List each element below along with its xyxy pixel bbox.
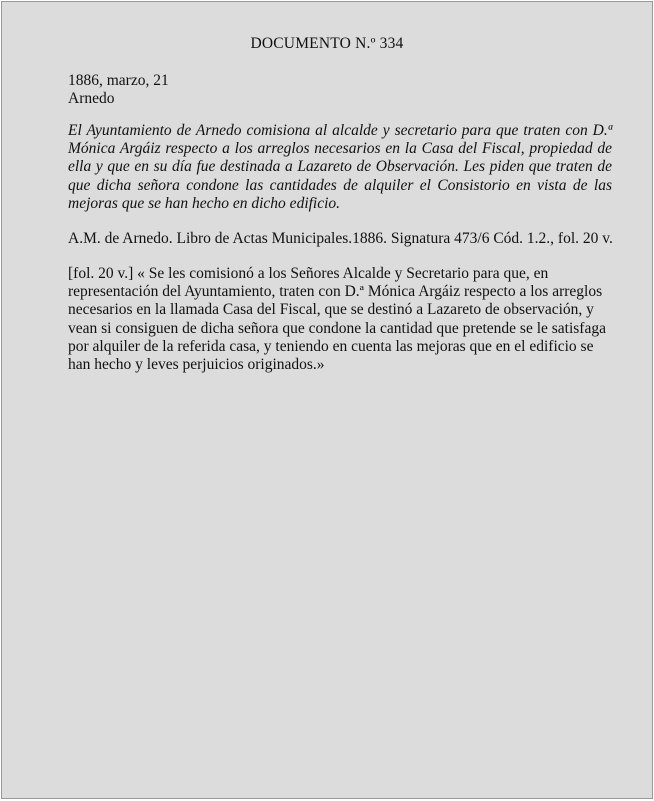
document-page: [1, 1, 653, 799]
transcription-line: necesarios en la llamada Casa del Fiscal, que se destinó a Lazareto de observación, y: [68, 301, 594, 319]
document-date: 1886, marzo, 21: [68, 72, 169, 89]
document-place: Arnedo: [68, 90, 115, 107]
document-title: DOCUMENTO N.º 334: [250, 35, 404, 52]
transcription-line: han hecho y leves perjuicios originados.»: [68, 356, 325, 374]
transcription-line: [fol. 20 v.] « Se les comisionó a los Señores Alcalde y Secretario para que, en: [68, 265, 549, 282]
document-transcription: [68, 265, 608, 374]
document-summary: El Ayuntamiento de Arnedo comisiona al alcalde y secretario para que traten con D.ª Mónica Argáiz respecto a los arreglos necesarios en la Casa del Fiscal, propiedad de ella y que en su día fue destinada a Lazareto de Observación. Les piden que traten de que dicha señora condone las cantidades de alquiler el Consistorio en vista de las mejoras que se han hecho en dicho edificio.: [68, 122, 612, 212]
transcription-line: por alquiler de la referida casa, y teniendo en cuenta las mejoras que en el edificio se: [68, 337, 594, 355]
transcription-line: representación del Ayuntamiento, traten con D.ª Mónica Argáiz respecto a los arreglos: [68, 283, 603, 301]
document-source: A.M. de Arnedo. Libro de Actas Municipales.1886. Signatura 473/6 Cód. 1.2., fol. 20 v.: [68, 230, 613, 247]
transcription-line: vean si consiguen de dicha señora que condone la cantidad que pretende se le satisfaga: [68, 319, 606, 337]
